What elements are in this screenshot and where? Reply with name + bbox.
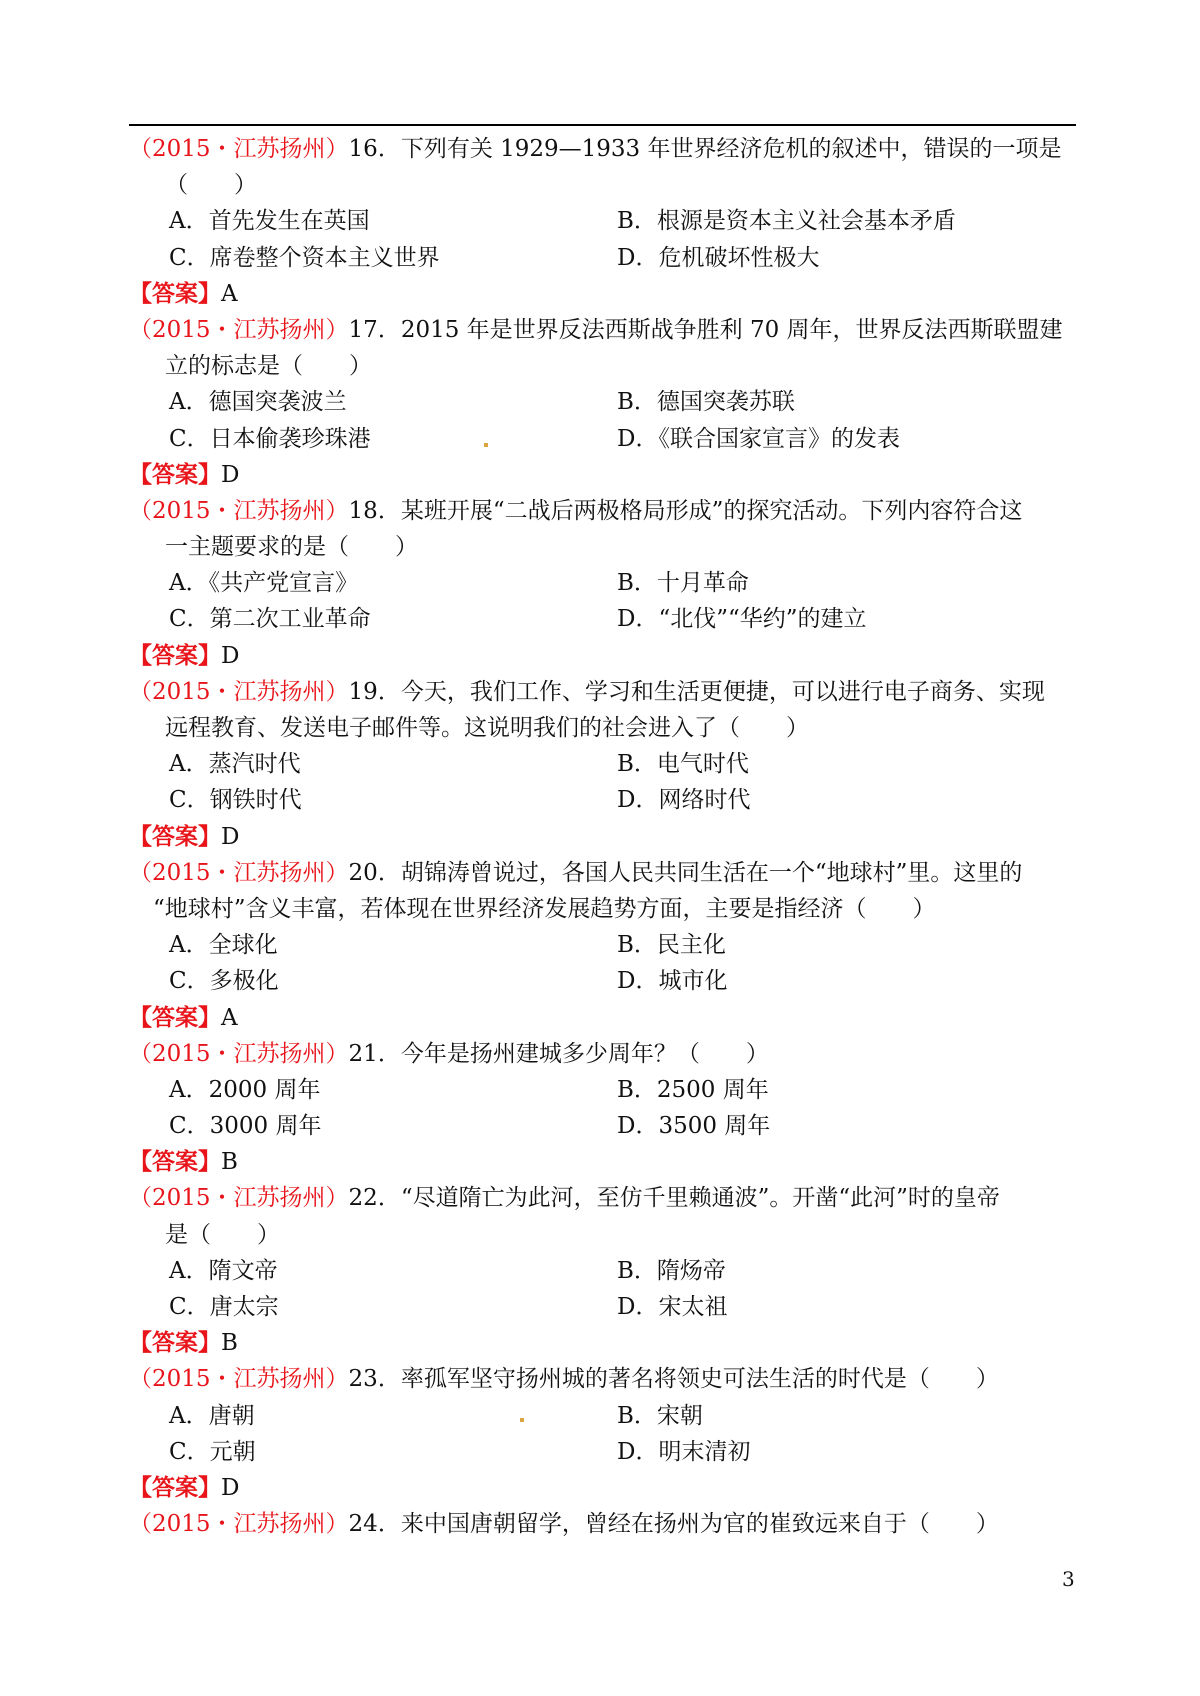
question-24 bbox=[129, 1506, 1089, 1542]
option-b: B．民主化 bbox=[617, 932, 726, 959]
option-d: D．网络时代 bbox=[617, 787, 751, 814]
question-text: 20．胡锦涛曾说过，各国人民共同生活在一个“地球村”里。这里的 bbox=[348, 859, 1023, 886]
answer-line bbox=[129, 1000, 1089, 1036]
question-stem bbox=[129, 1036, 1089, 1072]
answer-label: 【答案】 bbox=[129, 1148, 221, 1176]
option-a: A．全球化 bbox=[169, 932, 278, 959]
answer-label: 【答案】 bbox=[129, 279, 221, 307]
option-c: C．多极化 bbox=[169, 968, 279, 995]
stray-mark bbox=[484, 443, 488, 447]
question-19 bbox=[129, 674, 1089, 855]
header-rule bbox=[129, 124, 1076, 126]
answer-value: D bbox=[221, 642, 240, 669]
question-stem bbox=[129, 1180, 1089, 1216]
option-b: B．2500 周年 bbox=[617, 1076, 769, 1103]
option-a: A．隋文帝 bbox=[169, 1257, 278, 1284]
question-source: （2015・江苏扬州） bbox=[129, 678, 349, 705]
option-a: A．首先发生在英国 bbox=[169, 208, 370, 235]
option-c: C．日本偷袭珍珠港 bbox=[169, 425, 371, 452]
answer-line bbox=[129, 638, 1089, 674]
option-c: C．唐太宗 bbox=[169, 1294, 279, 1320]
question-17 bbox=[129, 312, 1089, 493]
question-20 bbox=[129, 855, 1089, 1036]
option-b: B．德国突袭苏联 bbox=[617, 389, 795, 416]
option-d: D．明末清初 bbox=[617, 1438, 751, 1465]
question-stem-continued: 是（ ） bbox=[165, 1221, 280, 1248]
answer-line bbox=[129, 819, 1089, 855]
answer-value: B bbox=[221, 1330, 238, 1357]
answer-label: 【答案】 bbox=[129, 1329, 221, 1357]
question-stem-continued: 远程教育、发送电子邮件等。这说明我们的社会进入了（ ） bbox=[165, 715, 809, 741]
question-source: （2015・江苏扬州） bbox=[129, 497, 349, 524]
question-stem bbox=[129, 674, 1089, 710]
option-b: B．隋炀帝 bbox=[617, 1257, 726, 1284]
question-stem-continued: 一主题要求的是（ ） bbox=[165, 534, 418, 561]
question-source: （2015・江苏扬州） bbox=[129, 859, 349, 886]
option-a: A．蒸汽时代 bbox=[169, 751, 301, 778]
option-c: C．3000 周年 bbox=[169, 1113, 322, 1140]
question-text: 22．“尽道隋亡为此河，至仿千里赖通波”。开凿“此河”时的皇帝 bbox=[348, 1185, 1000, 1212]
question-text: 23．率孤军坚守扬州城的著名将领史可法生活的时代是（ ） bbox=[348, 1366, 999, 1393]
question-stem-continued: “地球村”含义丰富，若体现在世界经济发展趋势方面，主要是指经济（ ） bbox=[153, 895, 936, 922]
option-d: D．3500 周年 bbox=[617, 1113, 771, 1140]
stray-mark bbox=[520, 1418, 524, 1422]
answer-value: D bbox=[221, 461, 240, 488]
question-text: 24．来中国唐朝留学，曾经在扬州为官的崔致远来自于（ ） bbox=[348, 1511, 999, 1538]
question-list bbox=[129, 131, 1089, 1542]
option-c: C．第二次工业革命 bbox=[169, 606, 371, 633]
answer-label: 【答案】 bbox=[129, 1473, 221, 1501]
answer-label: 【答案】 bbox=[129, 460, 221, 488]
question-stem bbox=[129, 855, 1089, 891]
question-text: 16．下列有关 1929—1933 年世界经济危机的叙述中，错误的一项是 bbox=[348, 136, 1062, 162]
question-21 bbox=[129, 1036, 1089, 1181]
option-d: D．宋太祖 bbox=[617, 1294, 728, 1320]
answer-value: A bbox=[221, 1004, 238, 1031]
question-source: （2015・江苏扬州） bbox=[129, 1185, 349, 1212]
question-stem bbox=[129, 131, 1089, 167]
option-b: B．宋朝 bbox=[617, 1402, 703, 1429]
answer-value: A bbox=[221, 280, 238, 307]
question-source: （2015・江苏扬州） bbox=[129, 136, 349, 162]
question-22 bbox=[129, 1180, 1089, 1361]
answer-line bbox=[129, 276, 1089, 312]
option-a: A．唐朝 bbox=[169, 1402, 255, 1429]
question-source: （2015・江苏扬州） bbox=[129, 1511, 349, 1538]
page-number: 3 bbox=[1062, 1567, 1075, 1591]
option-c: C．钢铁时代 bbox=[169, 787, 302, 814]
question-16 bbox=[129, 131, 1089, 312]
option-b: B．十月革命 bbox=[617, 570, 749, 597]
question-stem bbox=[129, 312, 1089, 348]
answer-label: 【答案】 bbox=[129, 822, 221, 850]
option-d: D．“北伐”“华约”的建立 bbox=[617, 606, 867, 633]
question-text: 19．今天，我们工作、学习和生活更便捷，可以进行电子商务、实现 bbox=[348, 678, 1045, 705]
question-18 bbox=[129, 493, 1089, 674]
option-d: D．城市化 bbox=[617, 968, 728, 995]
option-d: D．《联合国家宣言》的发表 bbox=[617, 425, 900, 452]
answer-value: B bbox=[221, 1149, 238, 1176]
answer-label: 【答案】 bbox=[129, 1003, 221, 1031]
question-stem bbox=[129, 1506, 1089, 1542]
question-23 bbox=[129, 1361, 1089, 1506]
option-c: C．席卷整个资本主义世界 bbox=[169, 244, 440, 271]
option-d: D．危机破坏性极大 bbox=[617, 244, 820, 271]
answer-value: D bbox=[221, 1474, 240, 1501]
question-text: 18．某班开展“二战后两极格局形成”的探究活动。下列内容符合这 bbox=[348, 497, 1023, 524]
answer-line bbox=[129, 457, 1089, 493]
option-b: B．电气时代 bbox=[617, 751, 749, 778]
question-source: （2015・江苏扬州） bbox=[129, 1040, 349, 1067]
question-stem-continued: 立的标志是（ ） bbox=[165, 353, 372, 380]
question-stem bbox=[129, 493, 1089, 529]
question-source: （2015・江苏扬州） bbox=[129, 1366, 349, 1393]
question-text: 17．2015 年是世界反法西斯战争胜利 70 周年，世界反法西斯联盟建 bbox=[348, 316, 1063, 343]
option-a: A．德国突袭波兰 bbox=[169, 389, 347, 416]
question-text: 21．今年是扬州建城多少周年？（ ） bbox=[348, 1040, 769, 1067]
answer-line bbox=[129, 1470, 1089, 1506]
question-source: （2015・江苏扬州） bbox=[129, 316, 349, 343]
option-c: C．元朝 bbox=[169, 1438, 256, 1465]
answer-label: 【答案】 bbox=[129, 641, 221, 669]
option-a: A．《共产党宣言》 bbox=[169, 570, 359, 597]
option-a: A．2000 周年 bbox=[169, 1076, 321, 1103]
question-stem-continued: （ ） bbox=[165, 172, 257, 199]
answer-line bbox=[129, 1325, 1089, 1361]
question-stem bbox=[129, 1361, 1089, 1397]
answer-line bbox=[129, 1144, 1089, 1180]
option-b: B．根源是资本主义社会基本矛盾 bbox=[617, 208, 956, 235]
answer-value: D bbox=[221, 823, 240, 850]
